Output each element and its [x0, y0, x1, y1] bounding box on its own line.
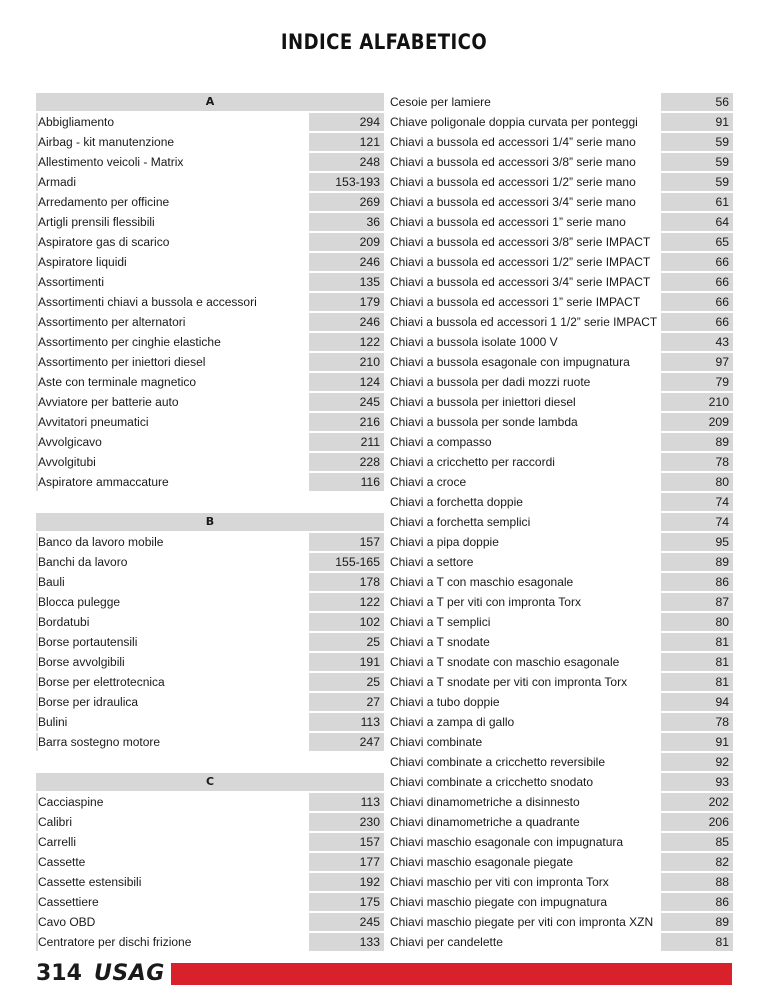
entry-page-number: 206	[708, 815, 729, 829]
entry-label: Chiavi a compasso	[385, 433, 661, 451]
entry-page-number: 124	[359, 375, 380, 389]
entry-label: Aspiratore gas di scarico	[38, 233, 309, 251]
entry-page-number: 66	[715, 295, 729, 309]
entry-page-number: 202	[708, 795, 729, 809]
section-spacer	[36, 493, 384, 513]
entry-page-number: 246	[359, 255, 380, 269]
entry-label: Arredamento per officine	[38, 193, 309, 211]
index-entry	[36, 373, 384, 393]
index-entry	[385, 913, 733, 933]
entry-label: Avvolgitubi	[38, 453, 309, 471]
entry-label: Chiavi a bussola ed accessori 3/8” serie IMPACT	[385, 233, 661, 251]
index-entry	[385, 453, 733, 473]
entry-label: Bordatubi	[38, 613, 309, 631]
index-entry	[36, 893, 384, 913]
entry-page-number: 95	[715, 535, 729, 549]
index-entry	[385, 433, 733, 453]
entry-page-number: 81	[715, 675, 729, 689]
index-entry	[36, 793, 384, 813]
entry-label: Aspiratore ammaccature	[38, 473, 309, 491]
entry-page-number: 179	[359, 295, 380, 309]
footer-brand-logo: USAG	[92, 961, 171, 987]
entry-label: Chiavi a bussola per sonde lambda	[385, 413, 661, 431]
entry-page-number: 86	[715, 895, 729, 909]
entry-page-number: 66	[715, 315, 729, 329]
entry-page-number: 65	[715, 235, 729, 249]
entry-label: Cesoie per lamiere	[385, 93, 661, 111]
index-entry	[385, 493, 733, 513]
entry-label: Chiavi a T snodate con maschio esagonale	[385, 653, 661, 671]
index-entry	[36, 933, 384, 953]
entry-label: Blocca pulegge	[38, 593, 309, 611]
section-letter: A	[205, 95, 215, 108]
index-entry	[36, 613, 384, 633]
index-entry	[385, 893, 733, 913]
entry-label: Chiavi maschio esagonale con impugnatura	[385, 833, 661, 851]
index-entry	[36, 913, 384, 933]
entry-page-number: 153-193	[335, 175, 380, 189]
entry-label: Banco da lavoro mobile	[38, 533, 309, 551]
index-entry	[36, 433, 384, 453]
entry-label: Avvitatori pneumatici	[38, 413, 309, 431]
entry-page-number: 25	[366, 635, 380, 649]
entry-label: Assortimento per iniettori diesel	[38, 353, 309, 371]
index-entry	[36, 413, 384, 433]
entry-page-number: 86	[715, 575, 729, 589]
index-entry	[385, 593, 733, 613]
index-entry	[36, 353, 384, 373]
entry-page-number: 247	[359, 735, 380, 749]
entry-page-number: 178	[359, 575, 380, 589]
entry-label: Chiavi combinate a cricchetto reversibile	[385, 753, 661, 771]
entry-label: Banchi da lavoro	[38, 553, 309, 571]
entry-label: Chiavi a forchetta doppie	[385, 493, 661, 511]
entry-page-number: 66	[715, 275, 729, 289]
entry-label: Aspiratore liquidi	[38, 253, 309, 271]
entry-page-number: 91	[715, 735, 729, 749]
entry-page-number: 27	[366, 695, 380, 709]
entry-label: Borse per idraulica	[38, 693, 309, 711]
entry-label: Chiavi per candelette	[385, 933, 661, 951]
page-title: INDICE ALFABETICO	[280, 30, 488, 54]
entry-label: Armadi	[38, 173, 309, 191]
index-entry	[385, 273, 733, 293]
entry-page-number: 192	[359, 875, 380, 889]
entry-label: Chiavi a T con maschio esagonale	[385, 573, 661, 591]
entry-label: Chiavi a tubo doppie	[385, 693, 661, 711]
entry-label: Artigli prensili flessibili	[38, 213, 309, 231]
index-entry	[385, 393, 733, 413]
entry-page-number: 64	[715, 215, 729, 229]
index-entry	[385, 553, 733, 573]
index-entry	[385, 293, 733, 313]
entry-label: Chiavi a bussola per iniettori diesel	[385, 393, 661, 411]
index-entry	[36, 233, 384, 253]
index-entry	[36, 213, 384, 233]
entry-page-number: 210	[359, 355, 380, 369]
index-entry	[385, 633, 733, 653]
entry-page-number: 209	[708, 415, 729, 429]
entry-label: Abbigliamento	[38, 113, 309, 131]
index-entry	[385, 233, 733, 253]
index-entry	[385, 693, 733, 713]
index-entry	[385, 533, 733, 553]
entry-page-number: 81	[715, 935, 729, 949]
entry-label: Chiavi maschio piegate con impugnatura	[385, 893, 661, 911]
index-entry	[385, 793, 733, 813]
entry-page-number: 92	[715, 755, 729, 769]
entry-page-number: 94	[715, 695, 729, 709]
entry-label: Borse per elettrotecnica	[38, 673, 309, 691]
entry-page-number: 102	[359, 615, 380, 629]
entry-page-number: 66	[715, 255, 729, 269]
index-entry	[385, 113, 733, 133]
entry-label: Assortimento per alternatori	[38, 313, 309, 331]
index-entry	[385, 713, 733, 733]
entry-label: Chiavi dinamometriche a disinnesto	[385, 793, 661, 811]
entry-label: Chiavi a zampa di gallo	[385, 713, 661, 731]
section-header	[36, 93, 384, 113]
index-entry	[385, 833, 733, 853]
entry-page-number: 78	[715, 715, 729, 729]
entry-label: Calibri	[38, 813, 309, 831]
entry-page-number: 36	[366, 215, 380, 229]
entry-page-number: 157	[359, 835, 380, 849]
entry-page-number: 228	[359, 455, 380, 469]
index-entry	[385, 673, 733, 693]
entry-page-number: 269	[359, 195, 380, 209]
entry-label: Bauli	[38, 573, 309, 591]
entry-label: Cassettiere	[38, 893, 309, 911]
entry-label: Chiavi a T snodate per viti con impronta Torx	[385, 673, 661, 691]
index-entry	[385, 853, 733, 873]
entry-page-number: 74	[715, 515, 729, 529]
entry-label: Assortimenti chiavi a bussola e accessori	[38, 293, 309, 311]
entry-label: Chiavi a bussola ed accessori 3/8” serie mano	[385, 153, 661, 171]
index-entry	[36, 293, 384, 313]
entry-label: Chiave poligonale doppia curvata per ponteggi	[385, 113, 661, 131]
index-entry	[36, 313, 384, 333]
index-column-right	[385, 93, 733, 953]
entry-page-number: 113	[360, 795, 380, 809]
index-entry	[385, 253, 733, 273]
index-entry	[36, 593, 384, 613]
entry-page-number: 89	[715, 915, 729, 929]
entry-page-number: 191	[359, 655, 380, 669]
index-entry	[385, 333, 733, 353]
entry-label: Chiavi combinate a cricchetto snodato	[385, 773, 661, 791]
index-entry	[36, 133, 384, 153]
index-entry	[36, 113, 384, 133]
entry-label: Chiavi a croce	[385, 473, 661, 491]
entry-label: Chiavi maschio esagonale piegate	[385, 853, 661, 871]
entry-page-number: 211	[360, 435, 380, 449]
index-entry	[385, 873, 733, 893]
index-entry	[385, 173, 733, 193]
entry-page-number: 59	[715, 175, 729, 189]
entry-page-number: 88	[715, 875, 729, 889]
index-entry	[36, 853, 384, 873]
entry-label: Chiavi a T per viti con impronta Torx	[385, 593, 661, 611]
entry-label: Chiavi a pipa doppie	[385, 533, 661, 551]
entry-label: Borse portautensili	[38, 633, 309, 651]
entry-label: Chiavi a settore	[385, 553, 661, 571]
entry-page-number: 79	[715, 375, 729, 389]
index-entry	[36, 153, 384, 173]
entry-page-number: 81	[715, 635, 729, 649]
entry-page-number: 74	[715, 495, 729, 509]
entry-page-number: 121	[359, 135, 380, 149]
section-header	[36, 773, 384, 793]
index-entry	[36, 273, 384, 293]
section-letter: C	[205, 775, 215, 788]
entry-label: Chiavi a bussola esagonale con impugnatura	[385, 353, 661, 371]
entry-label: Assortimenti	[38, 273, 309, 291]
entry-label: Chiavi maschio per viti con impronta Torx	[385, 873, 661, 891]
entry-page-number: 245	[359, 395, 380, 409]
entry-page-number: 216	[359, 415, 380, 429]
index-entry	[385, 133, 733, 153]
entry-label: Carrelli	[38, 833, 309, 851]
entry-page-number: 59	[715, 135, 729, 149]
entry-label: Airbag - kit manutenzione	[38, 133, 309, 151]
entry-page-number: 133	[359, 935, 380, 949]
index-entry	[385, 933, 733, 953]
entry-label: Chiavi a bussola ed accessori 1 1/2” serie IMPACT	[385, 313, 661, 331]
entry-label: Centratore per dischi frizione	[38, 933, 309, 951]
entry-page-number: 78	[715, 455, 729, 469]
index-entry	[36, 873, 384, 893]
entry-page-number: 43	[715, 335, 729, 349]
entry-page-number: 248	[359, 155, 380, 169]
entry-page-number: 157	[359, 535, 380, 549]
entry-label: Avvolgicavo	[38, 433, 309, 451]
index-column-left	[36, 93, 384, 953]
index-entry	[36, 533, 384, 553]
index-entry	[385, 413, 733, 433]
index-entry	[385, 653, 733, 673]
entry-label: Chiavi a bussola isolate 1000 V	[385, 333, 661, 351]
entry-label: Chiavi a T semplici	[385, 613, 661, 631]
entry-label: Assortimento per cinghie elastiche	[38, 333, 309, 351]
entry-label: Chiavi a bussola ed accessori 1” serie mano	[385, 213, 661, 231]
entry-page-number: 80	[715, 475, 729, 489]
entry-label: Chiavi a bussola ed accessori 3/4” serie IMPACT	[385, 273, 661, 291]
index-entry	[36, 653, 384, 673]
entry-label: Chiavi a bussola per dadi mozzi ruote	[385, 373, 661, 391]
index-entry	[36, 713, 384, 733]
index-entry	[36, 573, 384, 593]
entry-page-number: 85	[715, 835, 729, 849]
index-entry	[385, 193, 733, 213]
entry-label: Chiavi maschio piegate per viti con impronta XZN	[385, 913, 661, 931]
entry-page-number: 113	[360, 715, 380, 729]
entry-page-number: 294	[359, 115, 380, 129]
index-entry	[36, 553, 384, 573]
index-entry	[385, 373, 733, 393]
index-entry	[385, 353, 733, 373]
index-entry	[36, 693, 384, 713]
entry-label: Borse avvolgibili	[38, 653, 309, 671]
index-entry	[36, 173, 384, 193]
entry-page-number: 209	[359, 235, 380, 249]
entry-label: Chiavi a T snodate	[385, 633, 661, 651]
index-entry	[385, 313, 733, 333]
entry-label: Chiavi combinate	[385, 733, 661, 751]
index-entry	[36, 253, 384, 273]
entry-label: Chiavi a bussola ed accessori 1/2” serie IMPACT	[385, 253, 661, 271]
index-entry	[385, 733, 733, 753]
entry-label: Cavo OBD	[38, 913, 309, 931]
section-letter: B	[205, 515, 215, 528]
index-entry	[36, 473, 384, 493]
index-entry	[385, 473, 733, 493]
entry-page-number: 122	[359, 335, 380, 349]
index-entry	[385, 513, 733, 533]
entry-page-number: 210	[708, 395, 729, 409]
entry-page-number: 89	[715, 435, 729, 449]
footer-page-number: 314	[36, 960, 92, 988]
index-entry	[36, 813, 384, 833]
entry-page-number: 81	[715, 655, 729, 669]
index-entry	[385, 613, 733, 633]
entry-label: Chiavi a bussola ed accessori 1/4” serie mano	[385, 133, 661, 151]
entry-page-number: 155-165	[335, 555, 380, 569]
entry-page-number: 175	[359, 895, 380, 909]
index-entry	[36, 633, 384, 653]
entry-page-number: 91	[715, 115, 729, 129]
entry-label: Cassette	[38, 853, 309, 871]
index-entry	[385, 93, 733, 113]
entry-page-number: 87	[715, 595, 729, 609]
entry-page-number: 135	[359, 275, 380, 289]
entry-label: Barra sostegno motore	[38, 733, 309, 751]
entry-page-number: 230	[359, 815, 380, 829]
entry-label: Chiavi a bussola ed accessori 1” serie IMPACT	[385, 293, 661, 311]
index-entry	[385, 153, 733, 173]
index-entry	[36, 193, 384, 213]
entry-label: Chiavi a bussola ed accessori 3/4” serie mano	[385, 193, 661, 211]
entry-label: Bulini	[38, 713, 309, 731]
entry-label: Cassette estensibili	[38, 873, 309, 891]
index-entry	[36, 393, 384, 413]
entry-label: Cacciaspine	[38, 793, 309, 811]
entry-label: Chiavi a cricchetto per raccordi	[385, 453, 661, 471]
entry-page-number: 56	[715, 95, 729, 109]
index-entry	[36, 733, 384, 753]
entry-label: Chiavi dinamometriche a quadrante	[385, 813, 661, 831]
entry-page-number: 25	[366, 675, 380, 689]
entry-page-number: 93	[715, 775, 729, 789]
entry-page-number: 177	[359, 855, 380, 869]
entry-page-number: 80	[715, 615, 729, 629]
index-entry	[385, 213, 733, 233]
index-entry	[385, 753, 733, 773]
entry-label: Aste con terminale magnetico	[38, 373, 309, 391]
entry-page-number: 59	[715, 155, 729, 169]
entry-page-number: 122	[359, 595, 380, 609]
index-entry	[36, 453, 384, 473]
index-entry	[385, 773, 733, 793]
entry-label: Chiavi a forchetta semplici	[385, 513, 661, 531]
entry-label: Chiavi a bussola ed accessori 1/2” serie mano	[385, 173, 661, 191]
entry-label: Avviatore per batterie auto	[38, 393, 309, 411]
entry-page-number: 82	[715, 855, 729, 869]
entry-page-number: 61	[715, 195, 729, 209]
section-header	[36, 513, 384, 533]
index-entry	[36, 673, 384, 693]
entry-label: Allestimento veicoli - Matrix	[38, 153, 309, 171]
index-entry	[36, 333, 384, 353]
entry-page-number: 116	[360, 475, 380, 489]
entry-page-number: 89	[715, 555, 729, 569]
index-entry	[36, 833, 384, 853]
section-spacer	[36, 753, 384, 773]
entry-page-number: 246	[359, 315, 380, 329]
entry-page-number: 245	[359, 915, 380, 929]
index-entry	[385, 573, 733, 593]
entry-page-number: 97	[715, 355, 729, 369]
index-entry	[385, 813, 733, 833]
